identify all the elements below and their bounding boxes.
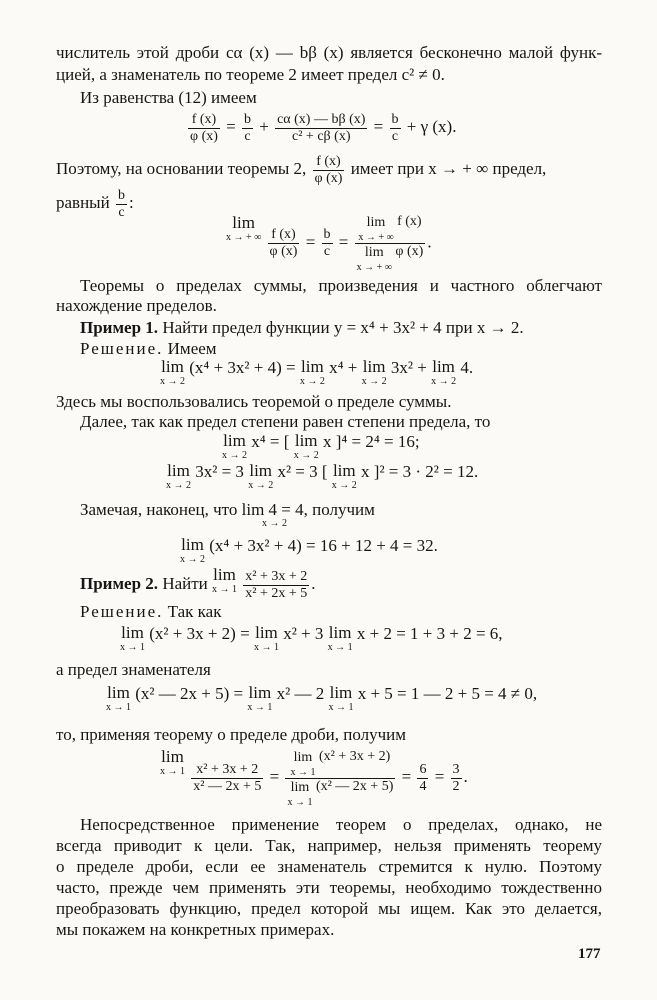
fraction: $\frac{f (x)}{\varphi (x)}$ (190, 111, 218, 144)
equation: lim x → 1 $\frac{\text{x² + 3x + 2}}{\text{x² — 2x + 5}}$ = lim x → 1 (x² + 3x + 2) lim x → 1 (x² — 2x + 5) = $\frac{6}{4}$ = $\frac{3}{2}$ . (160, 747, 468, 808)
fraction: $\frac{3}{2}$ (452, 761, 460, 794)
limit: lim x → + ∞ (226, 213, 262, 243)
text-line: Непосредственное применение теорем о пределах, однако, не (80, 815, 602, 834)
fraction: $\frac{6}{4}$ (419, 761, 427, 794)
equation: lim x → 2 (x⁴ + 3x² + 4) = lim x → 2 x⁴ + lim x → 2 3x² + lim x → 2 4. (160, 357, 474, 387)
text-line: часто, прежде чем применять эти теоремы, необходимо тождественно (56, 878, 602, 897)
fraction: $\frac{c\alpha (x) — b\beta (x)}{\text{c² + cβ (x)}}$ (277, 111, 366, 144)
text-line: Поэтому, на основании теоремы 2, $\frac{f (x)}{\varphi (x)}$ имеет при x → + ∞ предел, (56, 153, 547, 186)
fraction: $\frac{b}{c}$ (244, 111, 251, 144)
equation: lim x → 1 (x² — 2x + 5) = lim x → 1 x² — 2 lim x → 1 x + 5 = 1 — 2 + 5 = 4 ≠ 0, (106, 683, 538, 713)
solution-label: Решение. Имеем (80, 339, 217, 358)
fraction: $\frac{b}{c}$ (323, 227, 331, 259)
solution-label: Решение. Так как (80, 602, 222, 621)
text-line: преобразовать функцию, предел которой мы ищем. Как это делается, (56, 899, 602, 918)
text-line: цией, а знаменатель по теореме 2 имеет предел c² ≠ 0. (56, 65, 445, 84)
text-line: Замечая, наконец, что lim 4 = 4, получим (80, 500, 375, 519)
fraction: $\frac{\text{x² + 3x + 2}}{\text{x² + 2x + 5}}$ (245, 568, 308, 601)
text-line: Далее, так как предел степени равен степени предела, то (80, 412, 491, 431)
example-1-heading: Пример 1. Найти предел функции y = x⁴ + 3x² + 4 при x → 2. (80, 318, 524, 337)
fraction-of-limits: lim x → 1 (x² + 3x + 2) lim x → 1 (x² — 2x + 5) (287, 748, 394, 808)
fraction: $\frac{b}{c}$ (391, 111, 399, 144)
fraction-of-limits: lim x → + ∞ f (x) lim x → + ∞ φ (x) (356, 214, 424, 273)
text-line: всегда приводит к цели. Так, например, нельзя применять теорему (56, 836, 602, 855)
page-number: 177 (578, 946, 601, 962)
example-2-heading: Пример 2. Найти lim x → 1 $\frac{\text{x² + 3x + 2}}{\text{x² + 2x + 5}}$ . (80, 565, 316, 601)
fraction: $\frac{f (x)}{\varphi (x)}$ (314, 153, 343, 186)
text-line: числитель этой дроби cα (x) — bβ (x) является бесконечно малой функ- (56, 43, 602, 62)
text-line: равный $\frac{b}{c}$ : (56, 187, 134, 220)
limit-subscript: x → 2 (262, 518, 287, 529)
text-line: мы покажем на конкретных примерах. (56, 920, 335, 939)
equation: lim x → 2 (x⁴ + 3x² + 4) = 16 + 12 + 4 = 32. (180, 535, 438, 565)
text-line: а предел знаменателя (56, 660, 211, 679)
text-line: то, применяя теорему о пределе дроби, получим (56, 725, 407, 744)
text-line: нахождение пределов. (56, 296, 217, 315)
limit-equation: lim x → + ∞ $\frac{f (x)}{\varphi (x)}$ = $\frac{b}{c}$ = lim x → + ∞ f (x) lim x → + ∞ φ (x) . (226, 213, 432, 273)
fraction: $\frac{f (x)}{\varphi (x)}$ (269, 227, 298, 259)
text-line: Здесь мы воспользовались теоремой о пределе суммы. (56, 392, 452, 411)
equation: lim x → 2 3x² = 3 lim x → 2 x² = 3 [ lim x → 2 x ]² = 3 · 2² = 12. (166, 461, 479, 491)
text-line: Из равенства (12) имеем (80, 88, 257, 107)
text-line: Теоремы о пределах суммы, произведения и частного облегчают (80, 276, 602, 295)
equation: lim x → 2 x⁴ = [ lim x → 2 x ]⁴ = 2⁴ = 16; (222, 431, 420, 461)
text-line: о пределе дроби, если ее знаменатель стремится к нулю. Поэтому (56, 857, 602, 876)
equation-12: $\frac{f (x)}{\varphi (x)}$ = $\frac{b}{c}$ + $\frac{c\alpha (x) — b\beta (x)}{\text{c² + cβ (x)}}$ = $\frac{b}{c}$ + γ (x). (190, 111, 457, 144)
fraction: $\frac{\text{x² + 3x + 2}}{\text{x² — 2x + 5}}$ (193, 761, 262, 794)
equation: lim x → 1 (x² + 3x + 2) = lim x → 1 x² + 3 lim x → 1 x + 2 = 1 + 3 + 2 = 6, (120, 623, 503, 653)
fraction: $\frac{b}{c}$ (117, 187, 125, 220)
